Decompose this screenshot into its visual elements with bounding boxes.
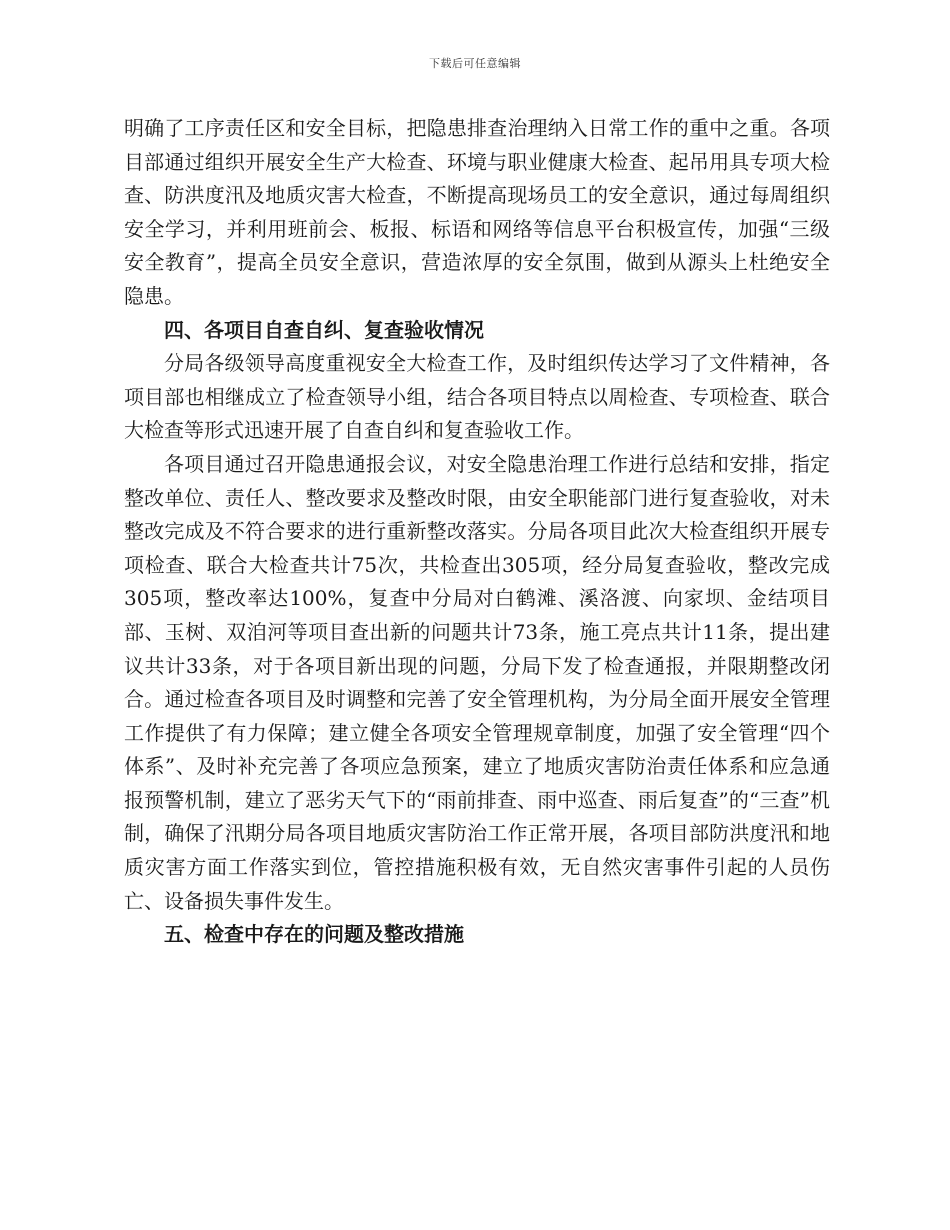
paragraph-safety-targets: 明确了工序责任区和安全目标，把隐患排查治理纳入日常工作的重中之重。各项目部通过组织开展安全生产大检查、环境与职业健康大检查、起吊用具专项大检查、防洪度汛及地质灾害大检查，不断提高现场员工的安全意识，通过每周组织安全学习，并利用班前会、板报、标语和网络等信息平台积极宣传，加强“三级安全教育”，提高全员安全意识，营造浓厚的安全氛围，做到从源头上杜绝安全隐患。 bbox=[124, 116, 830, 308]
section-heading-5: 五、检查中存在的问题及整改措施 bbox=[164, 922, 464, 947]
section-heading-4: 四、各项目自查自纠、复查验收情况 bbox=[164, 317, 484, 342]
paragraph-leadership: 分局各级领导高度重视安全大检查工作，及时组织传达学习了文件精神，各项目部也相继成立了检查领导小组，结合各项目特点以周检查、专项检查、联合大检查等形式迅速开展了自查自纠和复查验收工作。 bbox=[124, 351, 830, 443]
paragraph-hazard-rectification: 各项目通过召开隐患通报会议，对安全隐患治理工作进行总结和安排，指定整改单位、责任人、整改要求及整改时限，由安全职能部门进行复查验收，对未整改完成及不符合要求的进行重新整改落实。分局各项目此次大检查组织开展专项检查、联合大检查共计75次，共检查出305项，经分局复查验收，整改完成305项，整改率达100%，复查中分局对白鹤滩、溪洛渡、向家坝、金结项目部、玉树、双洎河等项目查出新的问题共计73条，施工亮点共计11条，提出建议共计33条，对于各项目新出现的问题，分局下发了检查通报，并限期整改闭合。通过检查各项目及时调整和完善了安全管理机构，为分局全面开展安全管理工作提供了有力保障；建立健全各项安全管理规章制度，加强了安全管理“四个体系”、及时补充完善了各项应急预案，建立了地质灾害防治责任体系和应急通报预警机制，建立了恶劣天气下的“雨前排查、雨中巡查、雨后复查”的“三查”机制，确保了汛期分局各项目地质灾害防治工作正常开展，各项目部防洪度汛和地质灾害方面工作落实到位，管控措施积极有效，无自然灾害事件引起的人员伤亡、设备损失事件发生。 bbox=[124, 451, 830, 913]
document-body bbox=[124, 112, 830, 952]
page-header: 下载后可任意编辑 bbox=[429, 57, 521, 70]
